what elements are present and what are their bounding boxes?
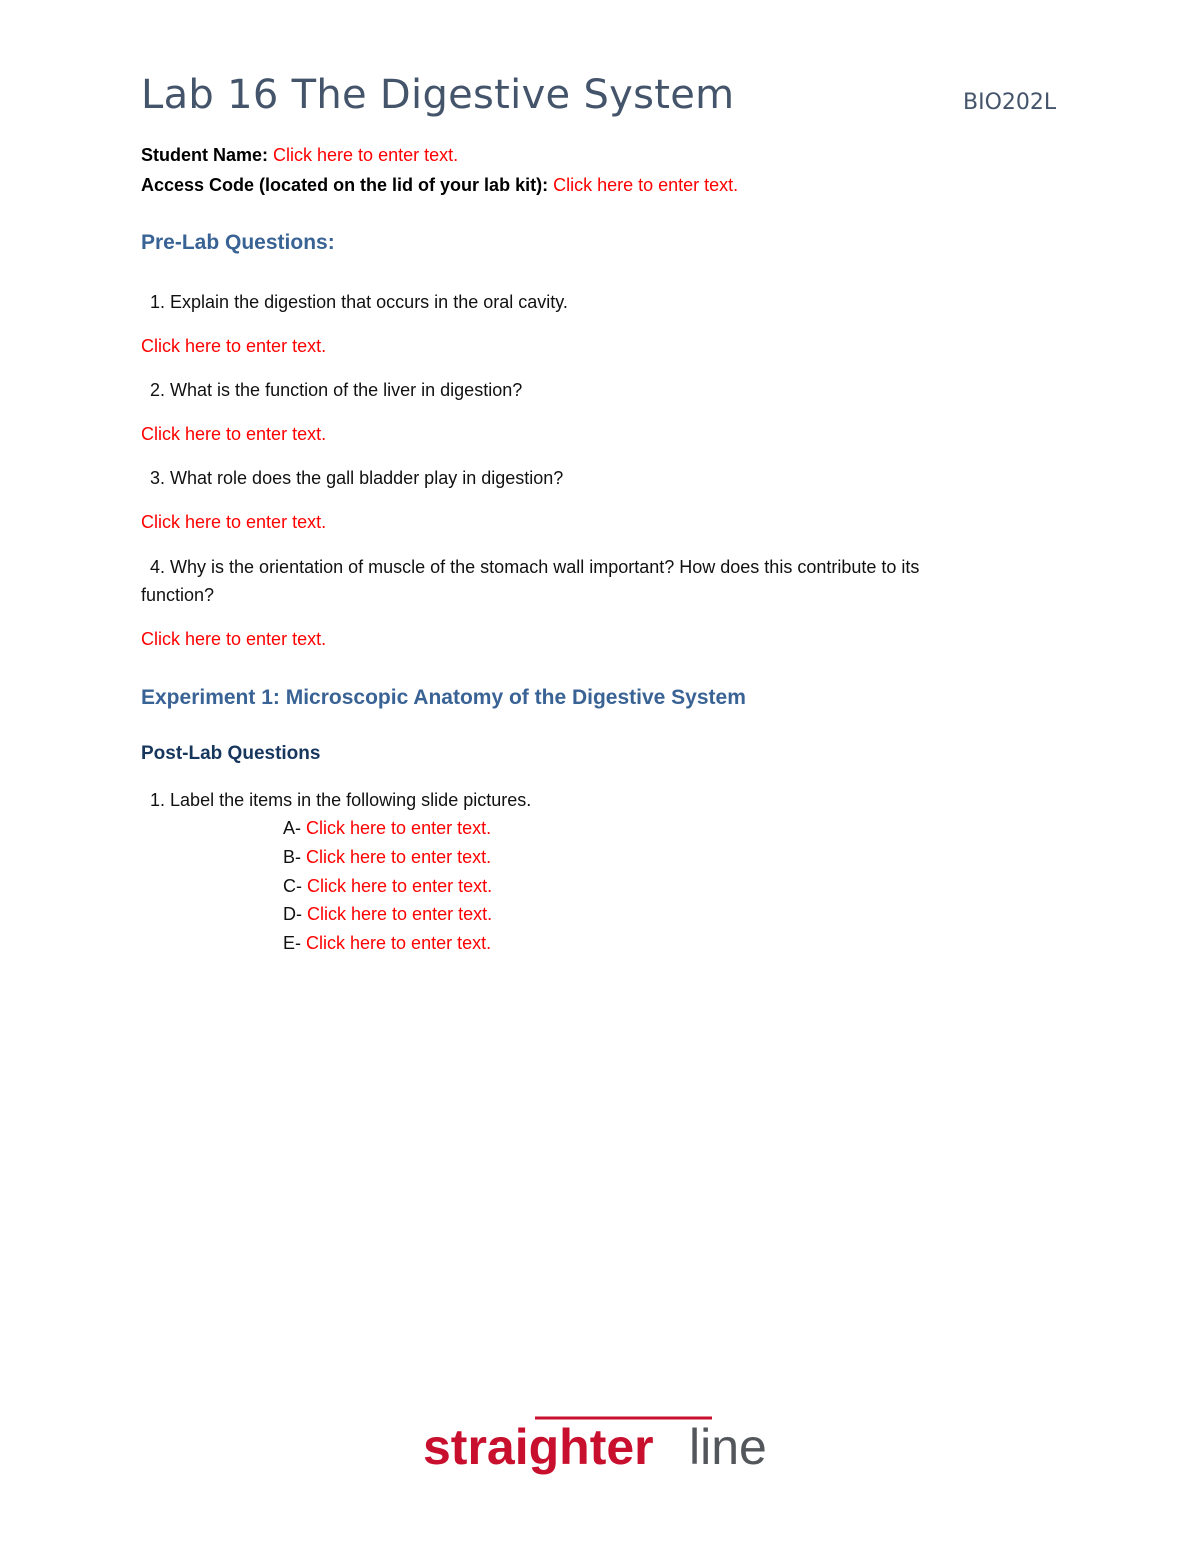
question-text: What is the function of the liver in digestion? <box>170 380 523 400</box>
prelab-question-4 <box>150 557 919 578</box>
question-number: 4. <box>150 557 166 577</box>
prelab-answer-3[interactable]: Click here to enter text. <box>141 512 327 532</box>
prelab-question-1 <box>150 292 568 313</box>
label-letter: B- <box>283 847 301 867</box>
straighterline-logo <box>423 1414 783 1485</box>
question-text: Why is the orientation of muscle of the stomach wall important? How does this contribute to its <box>170 557 920 577</box>
prelab-answer-4[interactable]: Click here to enter text. <box>141 629 327 649</box>
access-code-field[interactable]: Click here to enter text. <box>553 175 739 195</box>
label-answer-a[interactable]: Click here to enter text. <box>306 818 492 838</box>
document-title: Lab 16 The Digestive System <box>141 72 735 118</box>
label-row-c <box>283 876 492 897</box>
question-number: 2. <box>150 380 166 400</box>
student-name-label: Student Name: <box>141 145 269 165</box>
experiment1-heading: Experiment 1: Microscopic Anatomy of the Digestive System <box>141 686 746 709</box>
postlab-heading: Post-Lab Questions <box>141 743 321 764</box>
logo-text-straighter: straighter <box>423 1419 654 1475</box>
label-row-a <box>283 818 491 839</box>
prelab-question-2 <box>150 380 522 401</box>
question-number: 1. <box>150 292 166 312</box>
prelab-answer-1[interactable]: Click here to enter text. <box>141 336 327 356</box>
prelab-question-4-continued: function? <box>141 585 215 605</box>
label-letter: A- <box>283 818 301 838</box>
logo-wordmark <box>423 1414 783 1480</box>
student-name-row <box>141 145 458 166</box>
logo-text-line: line <box>689 1419 767 1475</box>
label-letter: E- <box>283 933 301 953</box>
label-row-e <box>283 933 491 954</box>
label-row-d <box>283 904 492 925</box>
question-number: 3. <box>150 468 166 488</box>
prelab-heading: Pre-Lab Questions: <box>141 231 335 254</box>
question-text: Explain the digestion that occurs in the oral cavity. <box>170 292 568 312</box>
access-code-label: Access Code (located on the lid of your lab kit): <box>141 175 549 195</box>
access-code-row <box>141 175 738 196</box>
student-name-field[interactable]: Click here to enter text. <box>273 145 459 165</box>
label-answer-c[interactable]: Click here to enter text. <box>307 876 493 896</box>
label-letter: C- <box>283 876 302 896</box>
postlab-question-1 <box>150 790 531 811</box>
question-number: 1. <box>150 790 166 810</box>
prelab-question-3 <box>150 468 563 489</box>
course-code: BIO202L <box>963 90 1057 115</box>
label-answer-e[interactable]: Click here to enter text. <box>306 933 492 953</box>
label-answer-b[interactable]: Click here to enter text. <box>306 847 492 867</box>
prelab-answer-2[interactable]: Click here to enter text. <box>141 424 327 444</box>
question-text: Label the items in the following slide pictures. <box>170 790 532 810</box>
label-letter: D- <box>283 904 302 924</box>
label-row-b <box>283 847 491 868</box>
question-text: What role does the gall bladder play in digestion? <box>170 468 564 488</box>
label-answer-d[interactable]: Click here to enter text. <box>307 904 493 924</box>
